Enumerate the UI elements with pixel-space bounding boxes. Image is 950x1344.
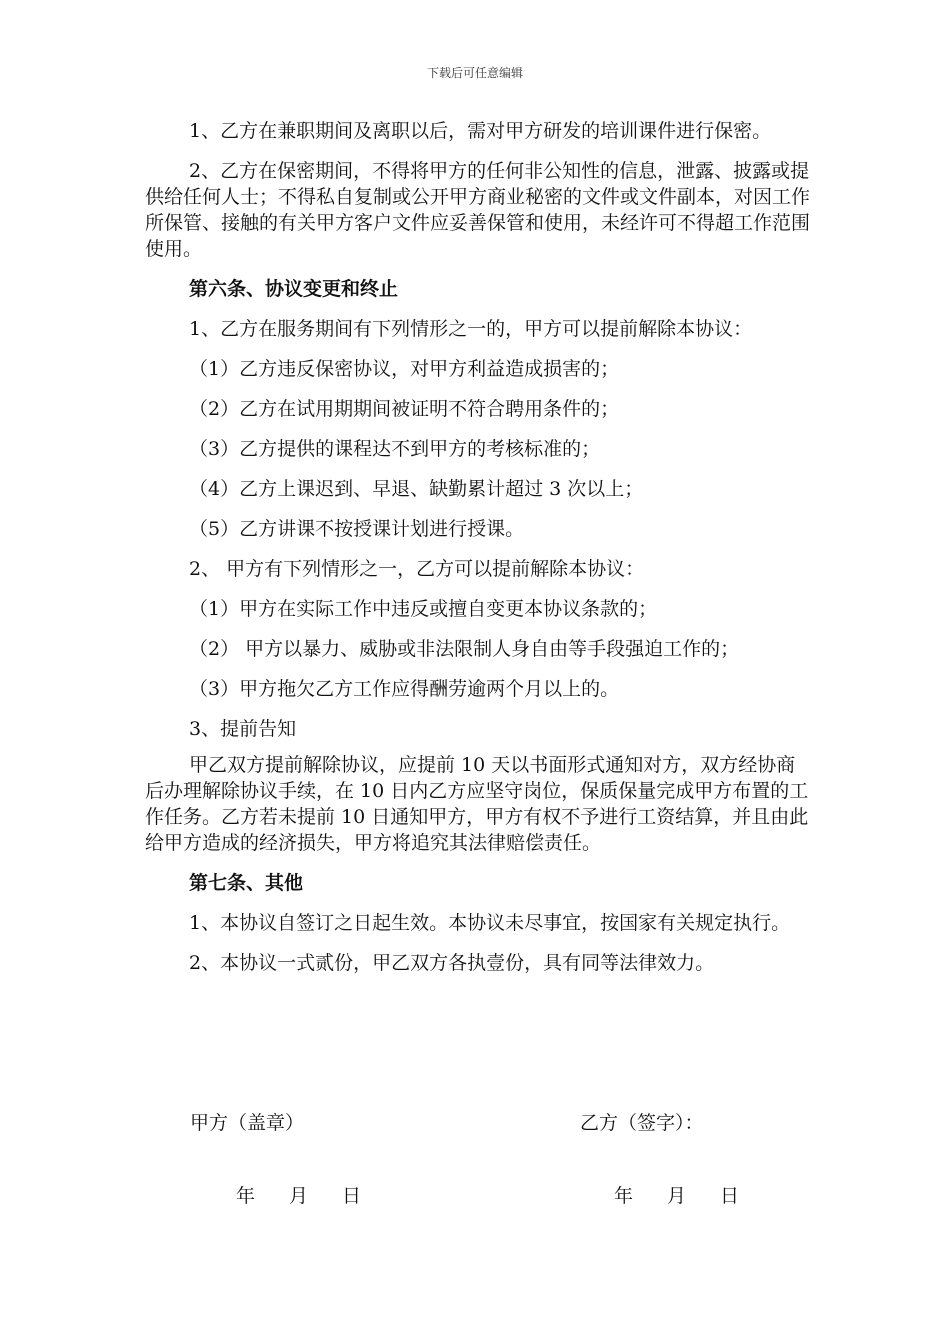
paragraph-advance-notice: 甲乙双方提前解除协议，应提前 10 天以书面形式通知对方，双方经协商后办理解除协议手续，在 10 日内乙方应坚守岗位，保质保量完成甲方布置的工作任务。乙方若未提前 10 日通知甲方，甲方有权不予进行工资结算，并且由此给甲方造成的经济损失，甲方将追究其法律赔偿责任。 — [145, 754, 809, 854]
list-item: （1）甲方在实际工作中违反或擅自变更本协议条款的； — [189, 598, 658, 620]
list-item: （3）甲方拖欠乙方工作应得酬劳逾两个月以上的。 — [189, 678, 620, 700]
paragraph-confidentiality-2: 2、乙方在保密期间，不得将甲方的任何非公知性的信息，泄露、披露或提供给任何人士；不得私自复制或公开甲方商业秘密的文件或文件副本，对因工作所保管、接触的有关甲方客户文件应妥善保管和使用，未经许可不得超工作范围使用。 — [145, 160, 811, 260]
list-item: （2）乙方在试用期期间被证明不符合聘用条件的； — [189, 398, 620, 420]
party-b-signature-label: 乙方（签字）： — [580, 1112, 704, 1134]
year-label: 年 — [236, 1185, 256, 1207]
paragraph-advance-notice-title: 3、提前告知 — [189, 718, 297, 740]
list-item: （3）乙方提供的课程达不到甲方的考核标准的； — [189, 438, 601, 460]
paragraph-termination-by-a: 1、乙方在服务期间有下列情形之一的，甲方可以提前解除本协议： — [189, 318, 753, 340]
list-item: （1）乙方违反保密协议，对甲方利益造成损害的； — [189, 358, 620, 380]
month-label: 月 — [667, 1185, 687, 1207]
party-b-date — [614, 1183, 739, 1209]
list-item: （4）乙方上课迟到、早退、缺勤累计超过 3 次以上； — [189, 478, 644, 500]
year-label: 年 — [614, 1185, 634, 1207]
day-label: 日 — [342, 1185, 362, 1207]
party-a-signature-label: 甲方（盖章） — [190, 1112, 305, 1134]
paragraph-confidentiality-1: 1、乙方在兼职期间及离职以后，需对甲方研发的培训课件进行保密。 — [189, 120, 772, 142]
section-7-title: 第七条、其他 — [189, 872, 304, 894]
document-body — [145, 118, 813, 976]
party-a-date — [236, 1183, 361, 1209]
page-header: 下载后可任意编辑 — [426, 66, 523, 80]
paragraph-effective: 1、本协议自签订之日起生效。本协议未尽事宜，按国家有关规定执行。 — [189, 912, 791, 934]
month-label: 月 — [289, 1185, 309, 1207]
paragraph-termination-by-b: 2、 甲方有下列情形之一，乙方可以提前解除本协议： — [189, 558, 645, 580]
list-item: （5）乙方讲课不按授课计划进行授课。 — [189, 518, 525, 540]
list-item: （2） 甲方以暴力、威胁或非法限制人身自由等手段强迫工作的； — [189, 638, 740, 660]
section-6-title: 第六条、协议变更和终止 — [189, 278, 399, 300]
paragraph-copies: 2、本协议一式贰份，甲乙双方各执壹份，具有同等法律效力。 — [189, 952, 715, 974]
day-label: 日 — [720, 1185, 740, 1207]
